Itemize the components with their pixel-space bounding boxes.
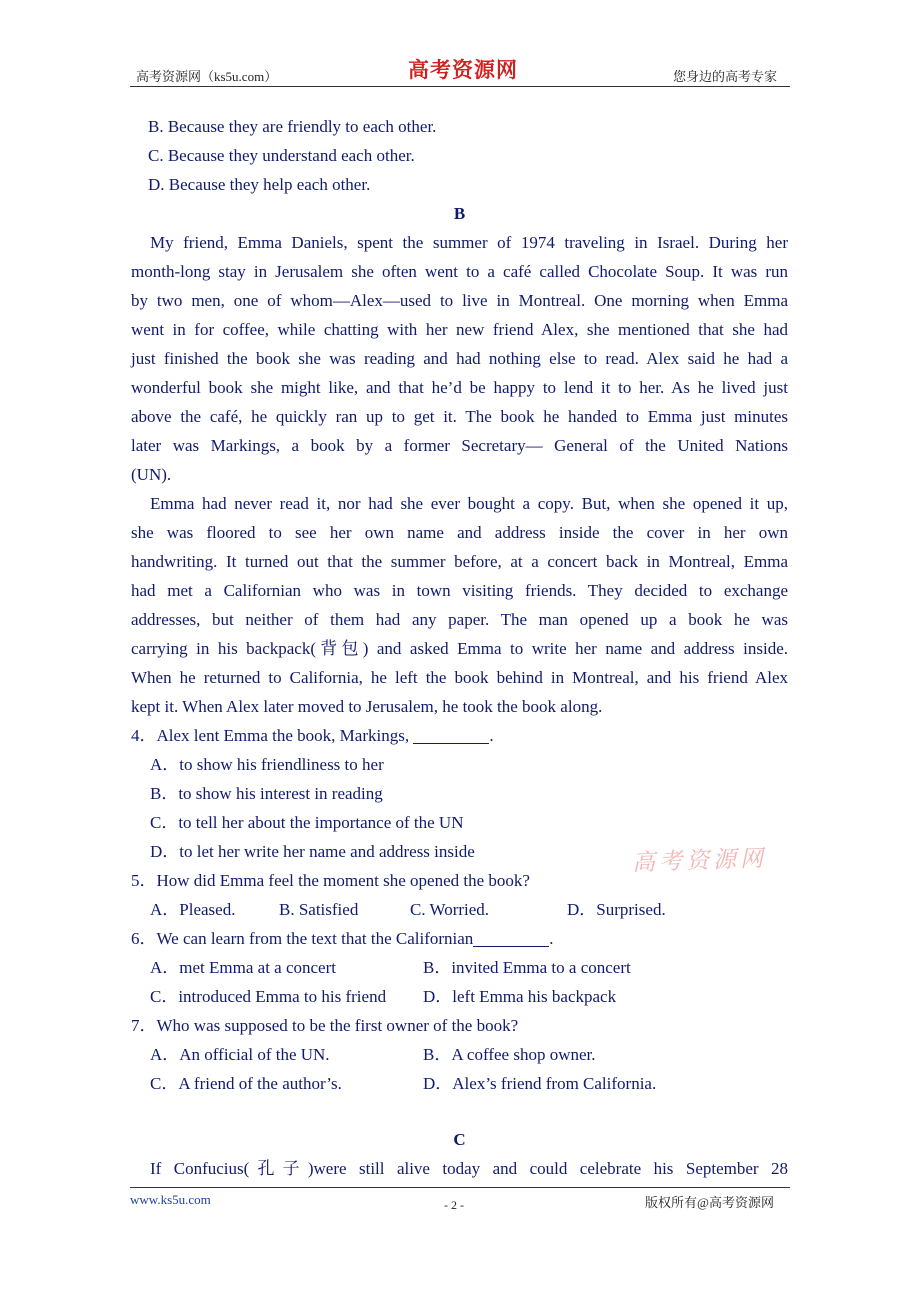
question-6-stem: 6．We can learn from the text that the Californian — [131, 929, 474, 948]
header-logo: 高考资源网 — [408, 57, 518, 82]
section-b-heading: B — [453, 204, 466, 223]
q7-option-d: D．Alex’s friend from California. — [423, 1074, 657, 1093]
paragraph-line: kept it. When Alex later moved to Jerusalem, he took the book along. — [131, 697, 603, 716]
q5-option-a: A．Pleased. — [150, 900, 236, 919]
paragraph-line: she was floored to see her own name and address inside the cover in her own — [131, 523, 788, 542]
q4-option-d: D．to let her write her name and address inside — [150, 842, 475, 861]
paragraph-line: handwriting. It turned out that the summer before, at a concert back in Montreal, Emma — [131, 552, 788, 571]
q7-option-b: B．A coffee shop owner. — [423, 1045, 596, 1064]
q7-option-a: A．An official of the UN. — [150, 1045, 330, 1064]
header-slogan: 您身边的高考专家 — [673, 69, 778, 84]
question-4-end: . — [489, 726, 494, 745]
paragraph-line: My friend, Emma Daniels, spent the summer of 1974 traveling in Israel. During her — [150, 233, 788, 252]
watermark: 高考资源网 — [631, 845, 768, 877]
paragraph-line: above the café, he quickly ran up to get it. The book he handed to Emma just minutes — [131, 407, 788, 426]
question-6-end: . — [549, 929, 554, 948]
paragraph-line: (UN). — [131, 465, 172, 484]
paragraph-line: just finished the book she was reading and had nothing else to read. Alex said he had a — [131, 349, 788, 368]
section-c-heading: C — [453, 1130, 466, 1149]
q4-option-b: B．to show his interest in reading — [150, 784, 383, 803]
q4-option-c: C．to tell her about the importance of the UN — [150, 813, 464, 832]
section-c-line-1: If Confucius(孔子)were still alive today and could celebrate his September 28 — [150, 1159, 788, 1178]
paragraph-line: had met a Californian who was in town visiting friends. They decided to exchange — [131, 581, 788, 600]
prev-option-c: C. Because they understand each other. — [148, 146, 415, 165]
footer-copyright: 版权所有@高考资源网 — [645, 1195, 774, 1210]
header-rule — [130, 86, 790, 87]
q6-option-c: C．introduced Emma to his friend — [150, 987, 387, 1006]
q5-option-c: C. Worried. — [410, 900, 490, 919]
question-5-stem: 5．How did Emma feel the moment she opened the book? — [131, 871, 530, 890]
footer-site-link[interactable]: www.ks5u.com — [130, 1192, 211, 1207]
q5-option-d: D．Surprised. — [567, 900, 666, 919]
q6-option-a: A．met Emma at a concert — [150, 958, 336, 977]
question-4 — [131, 726, 494, 746]
paragraph-line: carrying in his backpack(背包) and asked Emma to write her name and address inside. — [131, 639, 788, 658]
paragraph-line: When he returned to California, he left the book behind in Montreal, and his friend Alex — [131, 668, 788, 687]
prev-option-d: D. Because they help each other. — [148, 175, 371, 194]
question-6 — [131, 929, 554, 949]
paragraph-line: went in for coffee, while chatting with her new friend Alex, she mentioned that she had — [131, 320, 788, 339]
q7-option-c: C．A friend of the author’s. — [150, 1074, 342, 1093]
paragraph-line: month-long stay in Jerusalem she often went to a café called Chocolate Soup. It was run — [131, 262, 788, 281]
answer-blank — [413, 727, 489, 744]
footer-rule — [130, 1187, 790, 1188]
q4-option-a: A．to show his friendliness to her — [150, 755, 384, 774]
paragraph-line: wonderful book she might like, and that he’d be happy to lend it to her. As he lived just — [131, 378, 788, 397]
q5-option-b: B. Satisfied — [279, 900, 359, 919]
paragraph-line: addresses, but neither of them had any paper. The man opened up a book he was — [131, 610, 788, 629]
header-site-name: 高考资源网（ks5u.com） — [136, 69, 278, 84]
page-number: - 2 - — [444, 1198, 464, 1212]
paragraph-line: Emma had never read it, nor had she ever bought a copy. But, when she opened it up, — [150, 494, 788, 513]
answer-blank — [473, 930, 549, 947]
paragraph-line: later was Markings, a book by a former Secretary— General of the United Nations — [131, 436, 788, 455]
prev-option-b: B. Because they are friendly to each other. — [148, 117, 437, 136]
q6-option-d: D．left Emma his backpack — [423, 987, 617, 1006]
q6-option-b: B．invited Emma to a concert — [423, 958, 631, 977]
question-7-stem: 7．Who was supposed to be the first owner of the book? — [131, 1016, 519, 1035]
question-4-stem: 4．Alex lent Emma the book, Markings, — [131, 726, 414, 745]
paragraph-line: by two men, one of whom—Alex—used to live in Montreal. One morning when Emma — [131, 291, 788, 310]
